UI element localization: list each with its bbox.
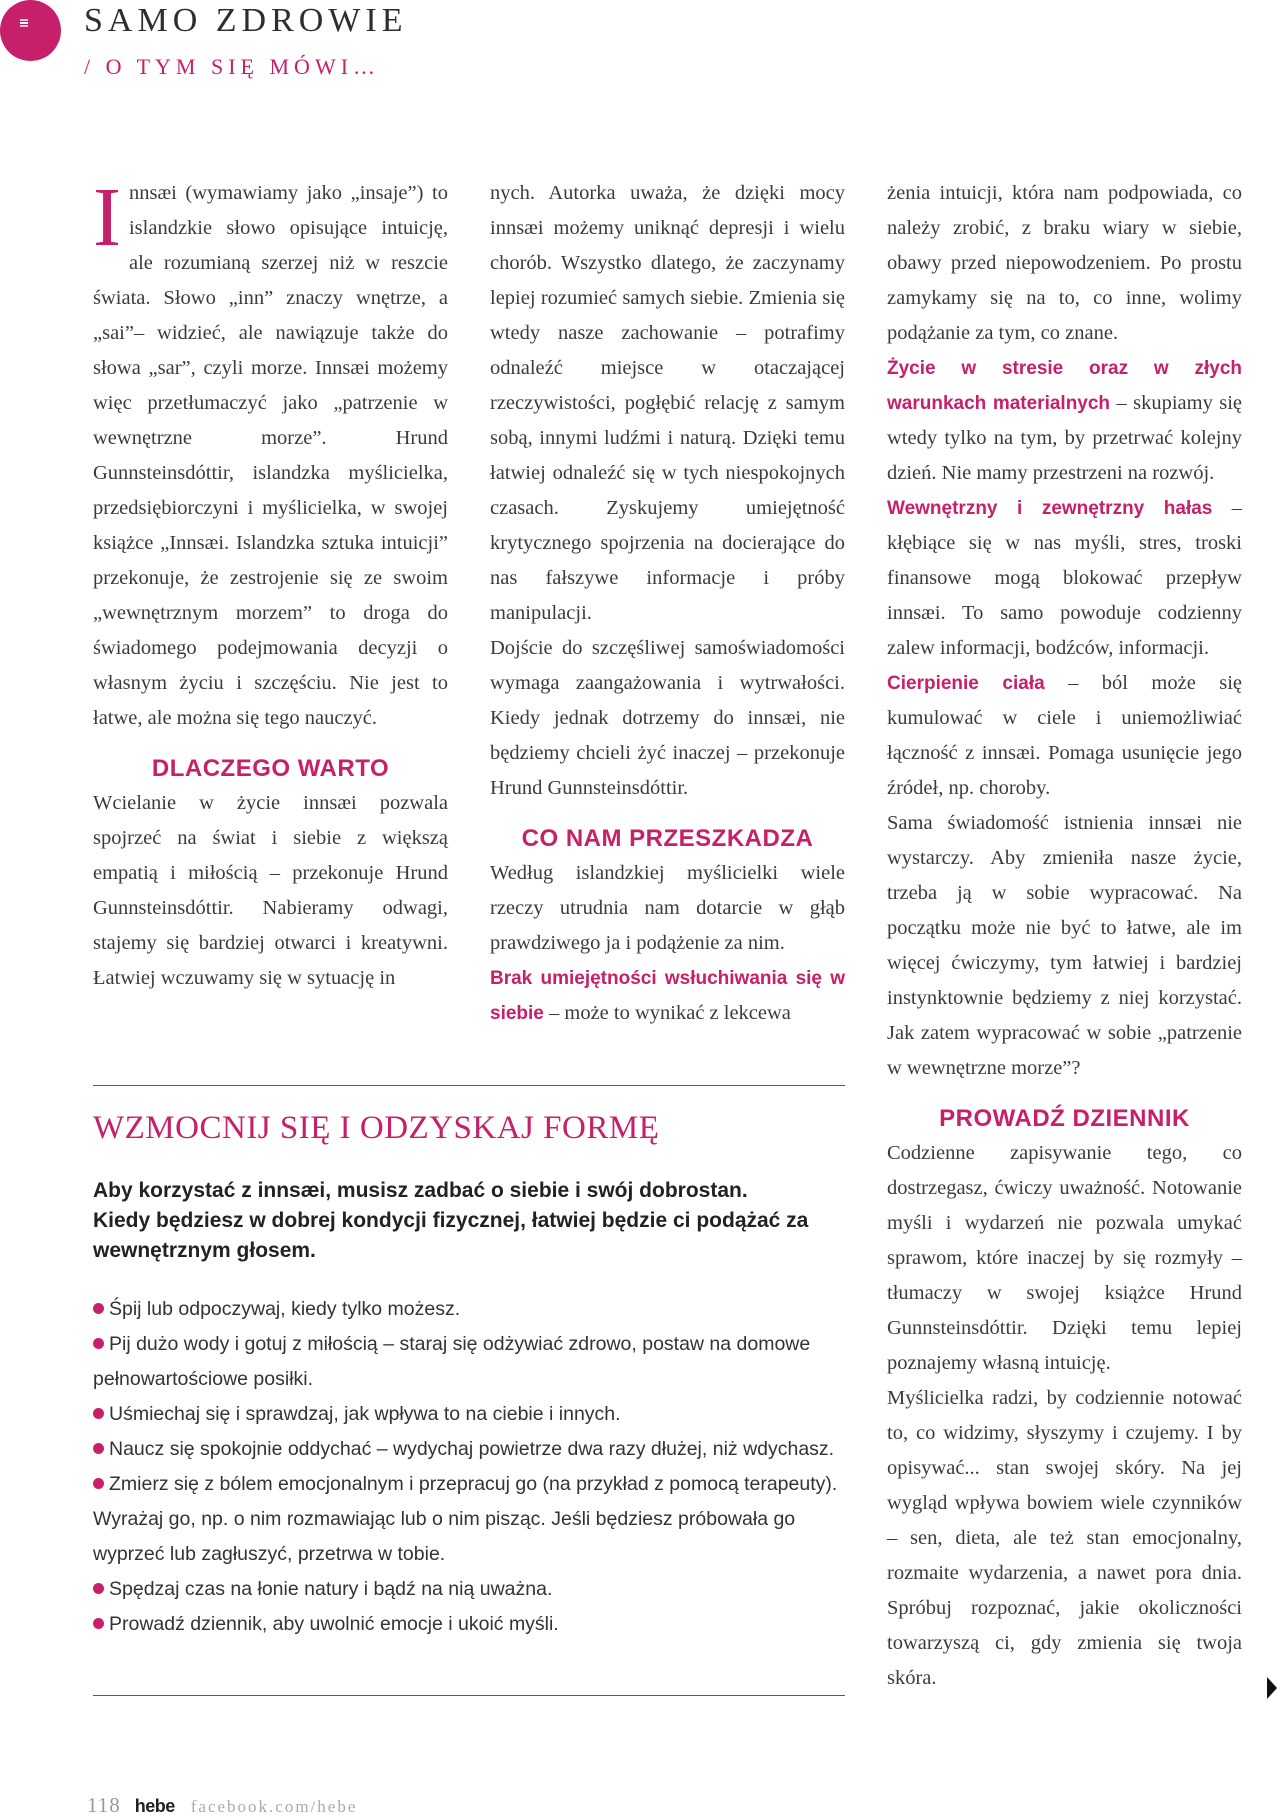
drop-cap: I xyxy=(93,171,121,264)
article-column-1 xyxy=(93,171,448,996)
page-footer xyxy=(87,1793,357,1818)
bullet-icon xyxy=(93,1303,104,1314)
list-item: Spędzaj czas na łonie natury i bądź na nią uważna. xyxy=(93,1572,845,1607)
brand-logo: hebe xyxy=(134,1796,175,1816)
list-item: Prowadź dziennik, aby uwolnić emocje i ukoić myśli. xyxy=(93,1607,845,1642)
list-item: Śpij lub odpoczywaj, kiedy tylko możesz. xyxy=(93,1292,845,1327)
bullet-icon xyxy=(93,1618,104,1629)
box-top-rule xyxy=(93,1085,845,1086)
box-title: WZMOCNIJ SIĘ I ODZYSKAJ FORMĘ xyxy=(93,1110,660,1146)
heading-dlaczego-warto: DLACZEGO WARTO xyxy=(151,755,390,782)
menu-icon xyxy=(20,19,28,26)
paragraph: Cierpienie ciała – ból może się kumulować w ciele i uniemożliwiać łączność z innsæi. Pomaga usunięcie jego źródeł, np. choroby. xyxy=(887,672,1242,799)
bullet-icon xyxy=(93,1583,104,1594)
bullet-icon xyxy=(93,1408,104,1419)
section-subtitle: / O TYM SIĘ MÓWI… xyxy=(84,54,381,79)
paragraph: Według islandzkiej myślicielki wiele rzeczy utrudnia nam dotarcie w głąb prawdziwego ja i podążenie za nim. xyxy=(490,862,845,954)
box-bottom-rule xyxy=(93,1695,845,1696)
tips-list xyxy=(93,1292,845,1642)
next-page-arrow-icon[interactable] xyxy=(1267,1677,1277,1699)
list-item: Uśmiechaj się i sprawdzaj, jak wpływa to na ciebie i innych. xyxy=(93,1397,845,1432)
facebook-link[interactable]: facebook.com/hebe xyxy=(190,1797,358,1816)
list-item: Pij dużo wody i gotuj z miłością – staraj się odżywiać zdrowo, postaw na domowe pełnowartościowe posiłki. xyxy=(93,1333,811,1390)
list-item: Naucz się spokojnie oddychać – wydychaj powietrze dwa razy dłużej, niż wdychasz. xyxy=(93,1432,845,1467)
list-item: Zmierz się z bólem emocjonalnym i przepracuj go (na przykład z pomocą terapeuty). Wyrażaj go, np. o nim rozmawiając lub o nim pisząc. Jeśli będziesz próbowała go wyprzeć lub zagłuszyć, przetrwa w tobie. xyxy=(93,1473,838,1565)
paragraph: Wcielanie w życie innsæi pozwala spojrzeć na świat i siebie z większą empatią i miłością – przekonuje Hrund Gunnsteinsdóttir. Nabieramy odwagi, stajemy się bardziej otwarci i kreatywni. Łatwiej wczuwamy się w sytuację in xyxy=(93,792,448,989)
highlight-term: Cierpienie ciała xyxy=(887,673,1045,694)
bullet-icon xyxy=(93,1338,104,1349)
highlight-term: Życie w stresie oraz w złych warunkach materialnych xyxy=(887,358,1242,414)
paragraph: Dojście do szczęśliwej samoświadomości wymaga zaangażowania i wytrwałości. Kiedy jednak dotrzemy do innsæi, nie będziemy chcieli żyć inaczej – przekonuje Hrund Gunnsteinsdóttir. xyxy=(490,637,845,799)
article-column-2 xyxy=(490,176,845,1031)
paragraph: Sama świadomość istnienia innsæi nie wystarczy. Aby zmieniła nasze życie, trzeba ją w sobie wypracować. Na początku może nie być to łatwe, ale im więcej ćwiczymy, tym łatwiej i bardziej instynktownie będziemy z niej korzystać. Jak zatem wypracować w sobie „patrzenie w wewnętrzne morze”? xyxy=(887,812,1242,1079)
heading-prowadz-dziennik: PROWADŹ DZIENNIK xyxy=(939,1105,1190,1132)
highlight-term: Wewnętrzny i zewnętrzny hałas xyxy=(887,498,1213,519)
paragraph: żenia intuicji, która nam podpowiada, co należy zrobić, z braku wiary w siebie, obawy przed niepowodzeniem. Po prostu zamykamy się na to, co inne, wolimy podążanie za tym, co znane. xyxy=(887,182,1242,344)
paragraph: Codzienne zapisywanie tego, co dostrzegasz, ćwiczy uważność. Notowanie myśli i wydarzeń nie pozwala umykać sprawom, które inaczej by się rozmyły – tłumaczy w swojej książce Hrund Gunnsteinsdóttir. Dzięki temu lepiej poznajemy własną intuicję. xyxy=(887,1142,1242,1374)
paragraph: nych. Autorka uważa, że dzięki mocy innsæi możemy uniknąć depresji i wielu chorób. Wszystko dlatego, że zaczynamy lepiej rozumieć samych siebie. Zmienia się wtedy nasze zachowanie – potrafimy odnaleźć miejsce w otaczającej rzeczywistości, pogłębić relację z samym sobą, innymi ludźmi i naturą. Dzięki temu łatwiej odnaleźć się w tych niespokojnych czasach. Zyskujemy umiejętność krytycznego spojrzenia na docierające do nas fałszywe informacje i próby manipulacji. xyxy=(490,182,845,624)
article-column-3 xyxy=(887,176,1242,1696)
paragraph: Brak umiejętności wsłuchiwania się w siebie – może to wynikać z lekcewa xyxy=(490,968,845,1024)
heading-co-nam-przeszkadza: CO NAM PRZESZKADZA xyxy=(521,825,814,852)
highlight-term: Brak umiejętności wsłuchiwania się w siebie xyxy=(490,968,845,1024)
box-lead: Aby korzystać z innsæi, musisz zadbać o siebie i swój dobrostan. Kiedy będziesz w dobrej kondycji fizycznej, łatwiej będzie ci podążać za wewnętrznym głosem. xyxy=(93,1179,809,1262)
paragraph: Wewnętrzny i zewnętrzny hałas – kłębiące się w nas myśli, stres, troski finansowe mogą blokować przepływ innsæi. To samo powoduje codzienny zalew informacji, bodźców, informacji. xyxy=(887,497,1242,659)
bullet-icon xyxy=(93,1478,104,1489)
page-number: 118 xyxy=(87,1793,121,1817)
section-badge xyxy=(0,0,61,61)
paragraph: Myślicielka radzi, by codziennie notować to, co widzimy, słyszymy i czujemy. I by opisywać... stan swojej skóry. Na jej wygląd wpływa bowiem wiele czynników – sen, dieta, ale też stan emocjonalny, rozmaite wydarzenia, a nawet pora dnia. Spróbuj rozpoznać, jakie okoliczności towarzyszą ci, gdy zmienia się twoja skóra. xyxy=(887,1387,1242,1689)
paragraph: Życie w stresie oraz w złych warunkach materialnych – skupiamy się wtedy tylko na tym, by przetrwać kolejny dzień. Nie mamy przestrzeni na rozwój. xyxy=(887,358,1242,484)
bullet-icon xyxy=(93,1443,104,1454)
intro-paragraph: Innsæi (wymawiamy jako „insaje”) to islandzkie słowo opisujące intuicję, ale rozumianą szerzej niż w reszcie świata. Słowo „inn” znaczy wnętrze, a „sai”– widzieć, ale nawiązuje także do słowa „sar”, czyli morze. Innsæi możemy więc przetłumaczyć jako „patrzenie w wewnętrzne morze”. Hrund Gunnsteinsdóttir, islandzka myślicielka, przedsiębiorczyni i myślicielka, w swojej książce „Innsæi. Islandzka sztuka intuicji” przekonuje, że zestrojenie się ze swoim „wewnętrznym morzem” to droga do świadomego podejmowania decyzji o własnym życiu i szczęściu. Nie jest to łatwe, ale można się tego nauczyć. xyxy=(93,171,448,729)
section-title: SAMO ZDROWIE xyxy=(84,2,408,39)
